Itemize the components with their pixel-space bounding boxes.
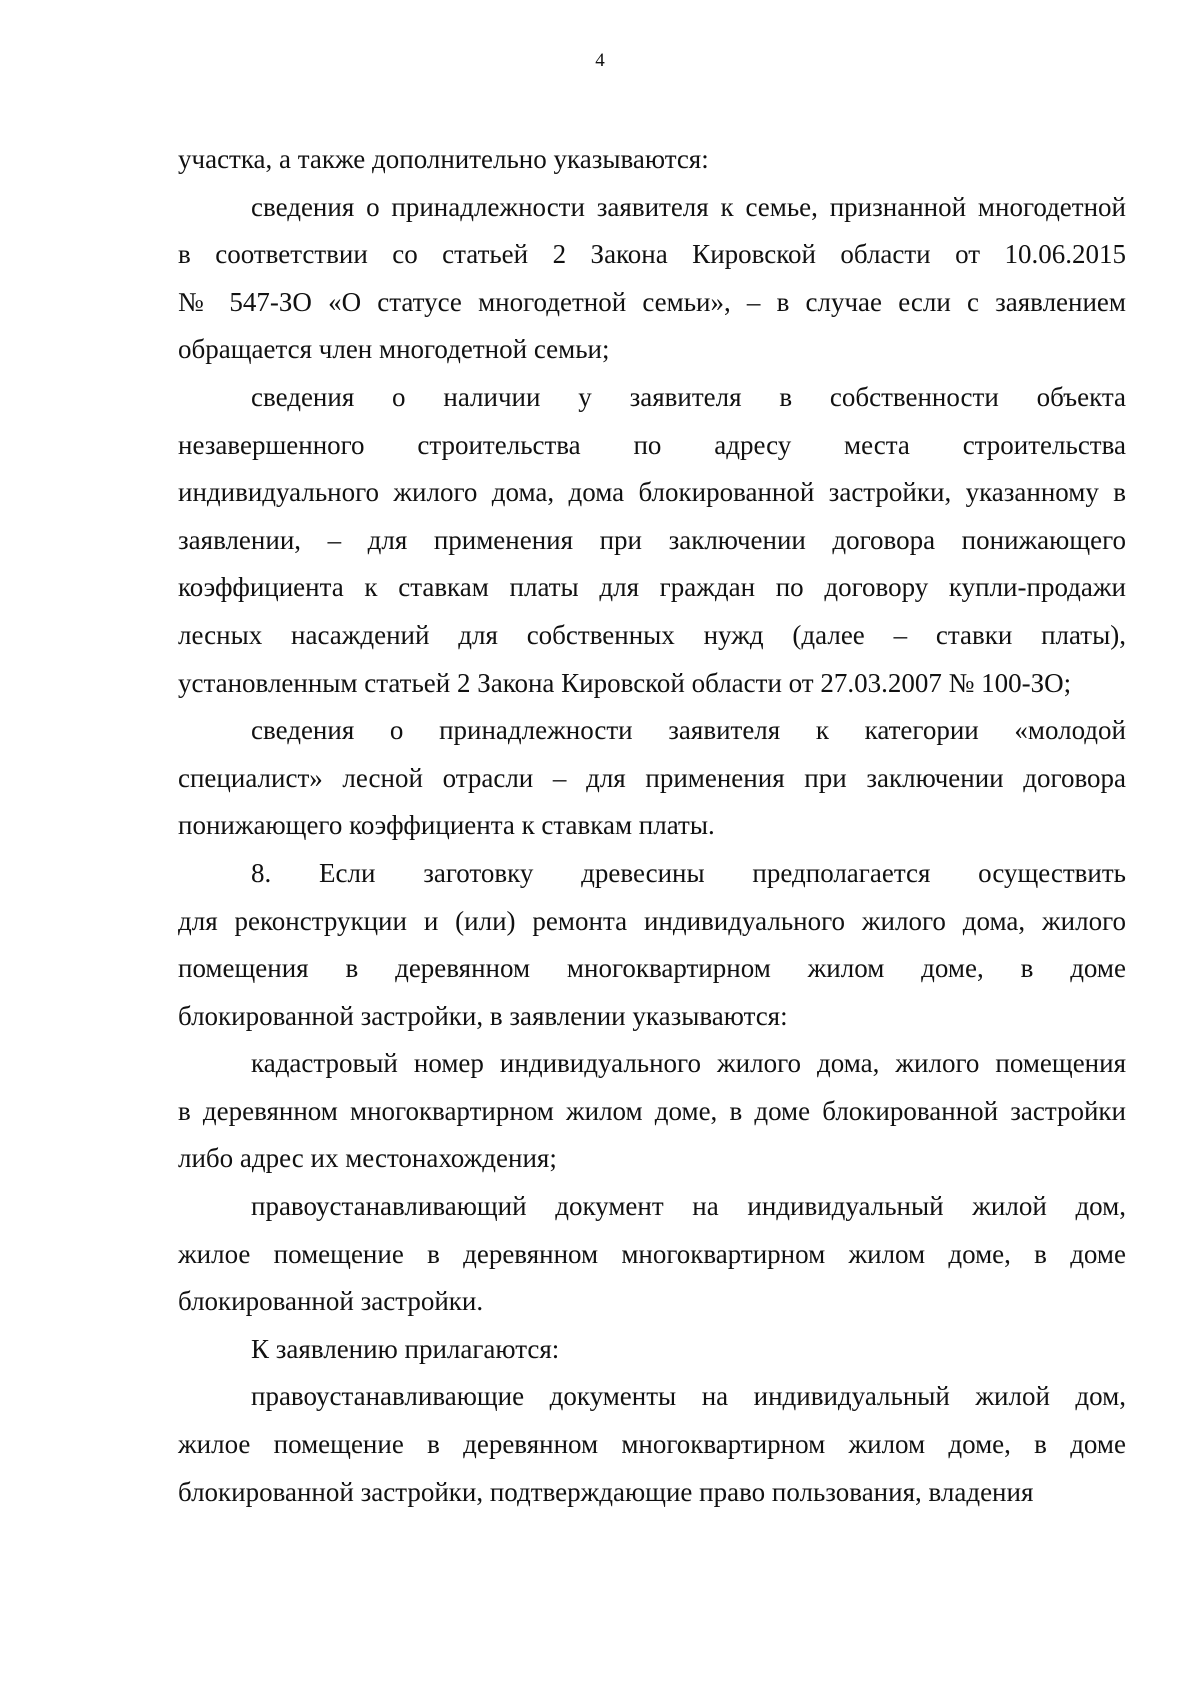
- paragraph: [178, 850, 1126, 1040]
- text-line: индивидуального жилого дома, дома блокированной застройки, указанному в: [178, 477, 1126, 508]
- text-line: К заявлению прилагаются:: [251, 1333, 560, 1364]
- text-line: установленным статьей 2 Закона Кировской области от 27.03.2007 № 100-ЗО;: [178, 667, 1072, 698]
- text-line: кадастровый номер индивидуального жилого дома, жилого помещения: [251, 1048, 1126, 1079]
- text-line: блокированной застройки, подтверждающие право пользования, владения: [178, 1476, 1034, 1507]
- paragraph: [178, 1040, 1126, 1183]
- text-line: либо адрес их местонахождения;: [178, 1143, 557, 1174]
- paragraph: [178, 1373, 1126, 1516]
- page-number: 4: [595, 50, 605, 71]
- text-line: сведения о принадлежности заявителя к семье, признанной многодетной: [251, 191, 1126, 222]
- text-line: правоустанавливающие документы на индивидуальный жилой дом,: [251, 1381, 1126, 1412]
- text-line: коэффициента к ставкам платы для граждан по договору купли-продажи: [178, 572, 1126, 603]
- text-line: незавершенного строительства по адресу места строительства: [178, 429, 1126, 460]
- text-line: сведения о принадлежности заявителя к категории «молодой: [251, 715, 1126, 746]
- text-line: блокированной застройки.: [178, 1286, 484, 1317]
- document-body: [178, 136, 1126, 1516]
- text-line: помещения в деревянном многоквартирном жилом доме, в доме: [178, 953, 1126, 984]
- text-line: участка, а также дополнительно указываются:: [178, 144, 709, 174]
- paragraph: [178, 707, 1126, 850]
- text-line: для реконструкции и (или) ремонта индивидуального жилого дома, жилого: [178, 905, 1126, 936]
- text-line: жилое помещение в деревянном многоквартирном жилом доме, в доме: [178, 1429, 1126, 1460]
- text-line: жилое помещение в деревянном многоквартирном жилом доме, в доме: [178, 1238, 1126, 1269]
- paragraph: [178, 374, 1126, 707]
- paragraph: [178, 136, 1126, 184]
- text-line: № 547-ЗО «О статусе многодетной семьи», – в случае если с заявлением: [178, 286, 1126, 317]
- text-line: в деревянном многоквартирном жилом доме, в доме блокированной застройки: [178, 1095, 1126, 1126]
- text-line: лесных насаждений для собственных нужд (далее – ставки платы),: [178, 619, 1126, 650]
- paragraph: [178, 184, 1126, 374]
- text-line: специалист» лесной отрасли – для применения при заключении договора: [178, 762, 1126, 793]
- text-line: сведения о наличии у заявителя в собственности объекта: [251, 381, 1126, 412]
- paragraph: [178, 1183, 1126, 1326]
- text-line: в соответствии со статьей 2 Закона Кировской области от 10.06.2015: [178, 239, 1126, 270]
- text-line: заявлении, – для применения при заключении договора понижающего: [178, 524, 1126, 555]
- text-line: обращается член многодетной семьи;: [178, 334, 610, 365]
- text-line: правоустанавливающий документ на индивидуальный жилой дом,: [251, 1191, 1126, 1222]
- text-line: 8. Если заготовку древесины предполагается осуществить: [251, 857, 1126, 888]
- text-line: понижающего коэффициента к ставкам платы.: [178, 810, 715, 841]
- paragraph: [178, 1326, 1126, 1374]
- text-line: блокированной застройки, в заявлении указываются:: [178, 1000, 788, 1031]
